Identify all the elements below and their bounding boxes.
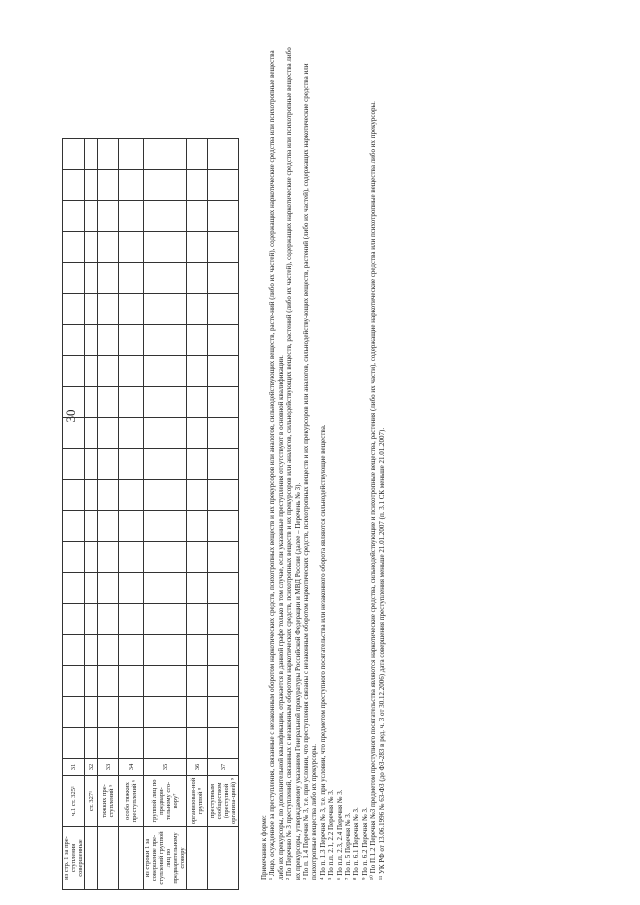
- table-cell: [85, 294, 98, 325]
- table-cell: [144, 573, 187, 604]
- table-row: [187, 139, 208, 890]
- table-cell: [187, 387, 208, 418]
- note-item: ⁹ По п. 6.2 Перечня № 3.: [360, 807, 369, 880]
- table-cell: [187, 294, 208, 325]
- table-cell: [187, 511, 208, 542]
- table-cell: [98, 263, 119, 294]
- table-cell: [208, 480, 239, 511]
- table-cell: [144, 635, 187, 666]
- table-cell: [119, 201, 144, 232]
- table-cell: [98, 697, 119, 728]
- table-cell: [85, 697, 98, 728]
- note-item: ⁴ По п. 1.3 Перечня № 3, т.е. при условии, что предметом преступного посягательства или незаконного оборота являются сильнодействующие вещества.: [318, 424, 327, 880]
- table-cell: [119, 604, 144, 635]
- row-label: группой лиц по предвари-тельному сго-вору⁷: [144, 776, 187, 827]
- table-cell: [187, 728, 208, 759]
- table-cell: [98, 666, 119, 697]
- rotated-page-content: [62, 25, 640, 890]
- row-number: 33: [98, 759, 119, 776]
- table-cell: [119, 139, 144, 170]
- table-cell: [144, 449, 187, 480]
- table-cell: [208, 604, 239, 635]
- table-cell: [63, 697, 85, 728]
- table-cell: [98, 449, 119, 480]
- table-cell: [144, 232, 187, 263]
- table-cell: [208, 139, 239, 170]
- table-cell: [85, 170, 98, 201]
- table-cell: [144, 294, 187, 325]
- table-cell: [63, 170, 85, 201]
- table-cell: [119, 418, 144, 449]
- table-cell: [208, 356, 239, 387]
- table-cell: [144, 542, 187, 573]
- table-cell: [119, 449, 144, 480]
- table-cell: [98, 325, 119, 356]
- table-cell: [63, 666, 85, 697]
- table-cell: [85, 666, 98, 697]
- table-cell: [119, 170, 144, 201]
- table-row: [144, 139, 187, 890]
- table-cell: [85, 232, 98, 263]
- table-cell: [119, 356, 144, 387]
- row-number: 35: [144, 759, 187, 776]
- table-cell: [208, 263, 239, 294]
- table-cell: [85, 418, 98, 449]
- note-item: ¹⁰ По П.1.2 Перечня №3 предметом преступного посягательства являются наркотические средства, сильнодействующие и психотропные вещества, растения (либо их части), содержащие наркотические средства или психотропные вещества либо их прекурсоры.: [369, 101, 378, 880]
- table-cell: [98, 511, 119, 542]
- table-cell: [98, 418, 119, 449]
- table-cell: [119, 387, 144, 418]
- table-cell: [144, 480, 187, 511]
- table-cell: [208, 573, 239, 604]
- table-cell: [208, 728, 239, 759]
- table-cell: [208, 449, 239, 480]
- table-cell: [63, 263, 85, 294]
- table-cell: [187, 573, 208, 604]
- table-cell: [208, 418, 239, 449]
- table-cell: [144, 139, 187, 170]
- table-cell: [98, 139, 119, 170]
- table-cell: [98, 387, 119, 418]
- table-cell: [63, 511, 85, 542]
- table-cell: [98, 356, 119, 387]
- row-group-label: [98, 827, 119, 890]
- table-cell: [208, 387, 239, 418]
- row-number: 36: [187, 759, 208, 776]
- row-label: преступным сообществом (преступной организа-цией) ⁹: [208, 776, 239, 827]
- table-cell: [85, 728, 98, 759]
- table-cell: [63, 635, 85, 666]
- table-cell: [144, 418, 187, 449]
- table-cell: [63, 604, 85, 635]
- table-cell: [187, 325, 208, 356]
- table-cell: [85, 449, 98, 480]
- row-number: 37: [208, 759, 239, 776]
- table-cell: [187, 232, 208, 263]
- table-cell: [208, 170, 239, 201]
- table-cell: [187, 263, 208, 294]
- table-cell: [98, 232, 119, 263]
- table-row: [119, 139, 144, 890]
- table-cell: [187, 356, 208, 387]
- table-cell: [119, 480, 144, 511]
- table-cell: [208, 542, 239, 573]
- row-label: особо тяжких преступлений ⁶: [119, 776, 144, 827]
- table-cell: [63, 325, 85, 356]
- table-cell: [144, 356, 187, 387]
- table-row: [98, 139, 119, 890]
- table-cell: [187, 604, 208, 635]
- table-cell: [119, 573, 144, 604]
- table-cell: [85, 511, 98, 542]
- table-cell: [63, 728, 85, 759]
- table-cell: [144, 511, 187, 542]
- table-cell: [187, 542, 208, 573]
- note-item: ⁷ По п. 5 Перечня № 3.: [344, 812, 353, 880]
- table-cell: [187, 697, 208, 728]
- note-item: ⁵ По п.п. 2.1, 2.2 Перечня № 3.: [327, 789, 336, 880]
- table-cell: [98, 480, 119, 511]
- row-label: ст. 327¹: [85, 776, 98, 827]
- table-cell: [63, 542, 85, 573]
- table-cell: [119, 697, 144, 728]
- table-cell: [85, 356, 98, 387]
- table-cell: [208, 294, 239, 325]
- table-cell: [144, 387, 187, 418]
- form-notes: [260, 40, 386, 880]
- table-cell: [119, 325, 144, 356]
- row-group-label: [119, 827, 144, 890]
- table-cell: [98, 294, 119, 325]
- table-cell: [208, 666, 239, 697]
- table-cell: [98, 635, 119, 666]
- row-number: 34: [119, 759, 144, 776]
- table-cell: [63, 387, 85, 418]
- note-item: ⁶ По п.п. 2.3, 2.4 Перечня № 3.: [335, 789, 344, 880]
- row-label: организован-ной группой ⁸: [187, 776, 208, 827]
- table-cell: [85, 387, 98, 418]
- table-cell: [119, 294, 144, 325]
- row-number: 31: [63, 759, 85, 776]
- table-cell: [187, 170, 208, 201]
- statistics-table: [62, 138, 239, 890]
- table-cell: [208, 201, 239, 232]
- table-cell: [208, 511, 239, 542]
- row-group-label: [187, 827, 208, 890]
- table-cell: [63, 139, 85, 170]
- table-cell: [85, 604, 98, 635]
- table-cell: [208, 635, 239, 666]
- table-cell: [119, 511, 144, 542]
- table-cell: [144, 263, 187, 294]
- table-cell: [144, 325, 187, 356]
- table-cell: [98, 201, 119, 232]
- table-cell: [85, 263, 98, 294]
- table-cell: [98, 604, 119, 635]
- table-row: [85, 139, 98, 890]
- table-cell: [98, 573, 119, 604]
- table-cell: [119, 635, 144, 666]
- table-cell: [208, 697, 239, 728]
- table-cell: [119, 728, 144, 759]
- note-item: ² По Перечню № 3 преступлений, связанных с незаконным оборотом наркотических средств, психотропных веществ и их прекурсоров или аналогов, сильнодействующих веществ, растений (либо их частей), содержащих наркотические средства или психотропные вещества либо их прекурсоры, утверждаемому указанием Генеральной прокуратуры Российской Федерации и МВД России (далее – Перечень № 3).: [285, 47, 302, 880]
- table-cell: [98, 728, 119, 759]
- note-item: ¹¹ УК РФ от 13.06.1996 № 63-ФЗ (до ФЗ-283 в ред. ч. 3 от 30.12.2006) дата совершения преступления меньше 21.01.2007 (п. 3.1 СК меньше 21.01.2007).: [377, 427, 386, 880]
- row-label: тяжких пре-ступлений ⁵: [98, 776, 119, 827]
- table-cell: [85, 573, 98, 604]
- page-number: 30: [63, 409, 78, 423]
- note-item: ¹ Лицо, осужденное за преступления, связанные с незаконным оборотом наркотических средств, психотропных веществ и их прекурсоров или аналогов, сильнодействующих веществ, расте-ний (либо их частей), содержащих наркотические средства или психотропные вещества либо их прекурсоры, по дополнительной квалификации, отражается в данной графе только в том случае, если указанные преступления отсутствуют в основной квалификации.: [268, 50, 285, 880]
- table-cell: [187, 449, 208, 480]
- table-cell: [63, 480, 85, 511]
- table-cell: [63, 573, 85, 604]
- table-cell: [119, 263, 144, 294]
- table-cell: [63, 418, 85, 449]
- table-cell: [63, 449, 85, 480]
- table-cell: [144, 666, 187, 697]
- table-cell: [144, 201, 187, 232]
- row-label: ч.1 ст. 325¹: [63, 776, 85, 827]
- table-cell: [63, 201, 85, 232]
- table-cell: [85, 201, 98, 232]
- table-cell: [144, 697, 187, 728]
- table-row: [208, 139, 239, 890]
- table-cell: [187, 480, 208, 511]
- row-group-label: из стр. 1 за пре-ступления совершенные: [63, 827, 85, 890]
- table-cell: [85, 480, 98, 511]
- table-cell: [85, 325, 98, 356]
- table-cell: [187, 201, 208, 232]
- table-cell: [187, 666, 208, 697]
- table-row: [63, 139, 85, 890]
- table-cell: [98, 542, 119, 573]
- table-cell: [144, 170, 187, 201]
- table-cell: [208, 325, 239, 356]
- note-item: ³ По п. 1.4 Перечня № 3, т.е. при условии, что преступления связаны с незаконным оборотом наркотических средств, психотропных веществ и их прекурсоров или аналогов, сильнодейству-ющих веществ, растений (либо их частей), содержащих наркотические средства или психотропные вещества либо их прекурсоры.: [302, 63, 319, 880]
- table-cell: [187, 635, 208, 666]
- table-cell: [119, 232, 144, 263]
- table-cell: [144, 604, 187, 635]
- table-cell: [85, 635, 98, 666]
- notes-title: Примечания к форме:: [260, 815, 268, 880]
- table-cell: [187, 139, 208, 170]
- table-cell: [144, 728, 187, 759]
- table-cell: [63, 294, 85, 325]
- table-cell: [119, 542, 144, 573]
- table-cell: [63, 356, 85, 387]
- table-cell: [85, 542, 98, 573]
- table-cell: [119, 666, 144, 697]
- table-cell: [208, 232, 239, 263]
- row-group-label: [85, 827, 98, 890]
- table-cell: [85, 139, 98, 170]
- row-group-label: [208, 827, 239, 890]
- row-group-label: из строки 1 за совершение пре-ступлений группой лиц по предварительному сговору: [144, 827, 187, 890]
- table-cell: [98, 170, 119, 201]
- note-item: ⁸ По п. 6.1 Перечня № 3.: [352, 807, 361, 880]
- row-number: 32: [85, 759, 98, 776]
- table-cell: [63, 232, 85, 263]
- table-cell: [187, 418, 208, 449]
